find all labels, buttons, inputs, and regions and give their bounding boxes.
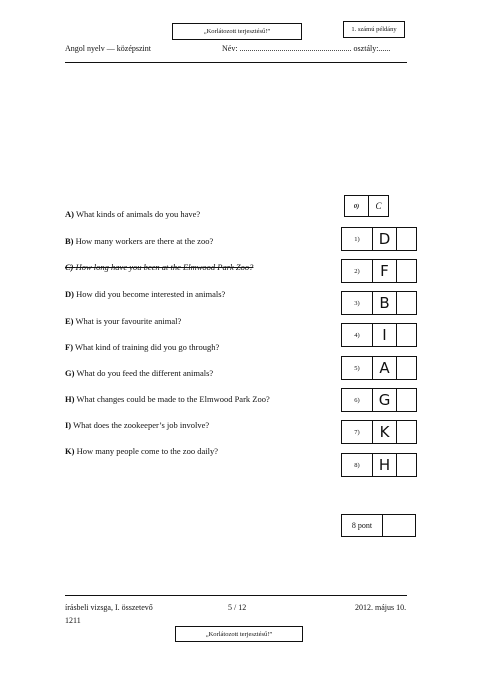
answer-letter: D: [373, 228, 397, 250]
answer-number: 5): [342, 357, 373, 379]
page-number: 5 / 12: [228, 603, 247, 612]
answer-number: 1): [342, 228, 373, 250]
score-label: 8 pont: [342, 515, 383, 536]
question-text: What kinds of animals do you have?: [75, 209, 201, 219]
answer-box[interactable]: [341, 291, 417, 315]
question-letter: F): [65, 342, 74, 352]
answer-number: 4): [342, 324, 373, 346]
question-item: [65, 368, 213, 378]
exam-code: 1211: [65, 616, 81, 625]
answer-blank: [397, 292, 416, 314]
example-number: 0): [345, 196, 369, 216]
answer-letter: K: [373, 421, 397, 443]
answer-letter: H: [373, 454, 397, 476]
subject-label: Angol nyelv — középszint: [65, 44, 151, 53]
answer-letter: F: [373, 260, 397, 282]
answer-blank: [397, 357, 416, 379]
question-text: How many people come to the zoo daily?: [76, 446, 218, 456]
copy-number-label: 1. számú példány: [343, 21, 405, 38]
question-letter: D): [65, 289, 74, 299]
answer-box[interactable]: [341, 388, 417, 412]
question-item: [65, 446, 218, 456]
example-answer: C: [375, 201, 382, 211]
score-box[interactable]: [341, 514, 416, 537]
question-letter: H): [65, 394, 75, 404]
question-text: What changes could be made to the Elmwood Park Zoo?: [76, 394, 270, 404]
example-answer-box: [344, 195, 389, 217]
question-text: What is your favourite animal?: [75, 316, 182, 326]
answer-blank: [397, 260, 416, 282]
question-item: [65, 420, 209, 430]
question-text: How did you become interested in animals?: [76, 289, 226, 299]
answer-number: 3): [342, 292, 373, 314]
question-letter: K): [65, 446, 75, 456]
answer-blank: [397, 228, 416, 250]
answer-box[interactable]: [341, 356, 417, 380]
question-text: What does the zookeeper’s job involve?: [73, 420, 210, 430]
question-item: [65, 209, 200, 219]
question-item-crossed: [65, 262, 253, 272]
answer-number: 7): [342, 421, 373, 443]
answer-letter: A: [373, 357, 397, 379]
name-class-field: Név: ........................................................ osztály:......: [222, 44, 391, 53]
question-item: [65, 394, 270, 404]
question-letter: A): [65, 209, 74, 219]
answer-letter: I: [373, 324, 397, 346]
answer-box[interactable]: [341, 453, 417, 477]
answer-letter: B: [373, 292, 397, 314]
question-letter: B): [65, 236, 74, 246]
question-letter: G): [65, 368, 75, 378]
exam-part-label: írásbeli vizsga, I. összetevő: [65, 603, 153, 612]
answer-box[interactable]: [341, 259, 417, 283]
question-letter: E): [65, 316, 74, 326]
answer-blank: [397, 454, 416, 476]
answer-blank: [397, 324, 416, 346]
question-text: What kind of training did you go through?: [75, 342, 220, 352]
question-letter: I): [65, 420, 72, 430]
restriction-label-bottom: „Korlátozott terjesztésű!”: [175, 626, 303, 642]
question-letter: C): [65, 262, 74, 272]
question-item: [65, 236, 213, 246]
question-text: How many workers are there at the zoo?: [75, 236, 214, 246]
answer-number: 8): [342, 454, 373, 476]
header-rule: [65, 62, 407, 63]
answer-letter: G: [373, 389, 397, 411]
restriction-label-top: „Korlátozott terjesztésű!”: [172, 23, 302, 40]
question-item: [65, 289, 225, 299]
question-text: What do you feed the different animals?: [76, 368, 214, 378]
answer-box[interactable]: [341, 420, 417, 444]
question-text: How long have you been at the Elmwood Park Zoo?: [75, 262, 254, 272]
exam-date: 2012. május 10.: [355, 603, 407, 612]
question-item: [65, 316, 181, 326]
answer-blank: [397, 389, 416, 411]
answer-box[interactable]: [341, 227, 417, 251]
question-item: [65, 342, 219, 352]
answer-number: 6): [342, 389, 373, 411]
footer-rule: [65, 595, 407, 596]
answer-number: 2): [342, 260, 373, 282]
answer-blank: [397, 421, 416, 443]
score-value[interactable]: [383, 515, 415, 536]
answer-box[interactable]: [341, 323, 417, 347]
